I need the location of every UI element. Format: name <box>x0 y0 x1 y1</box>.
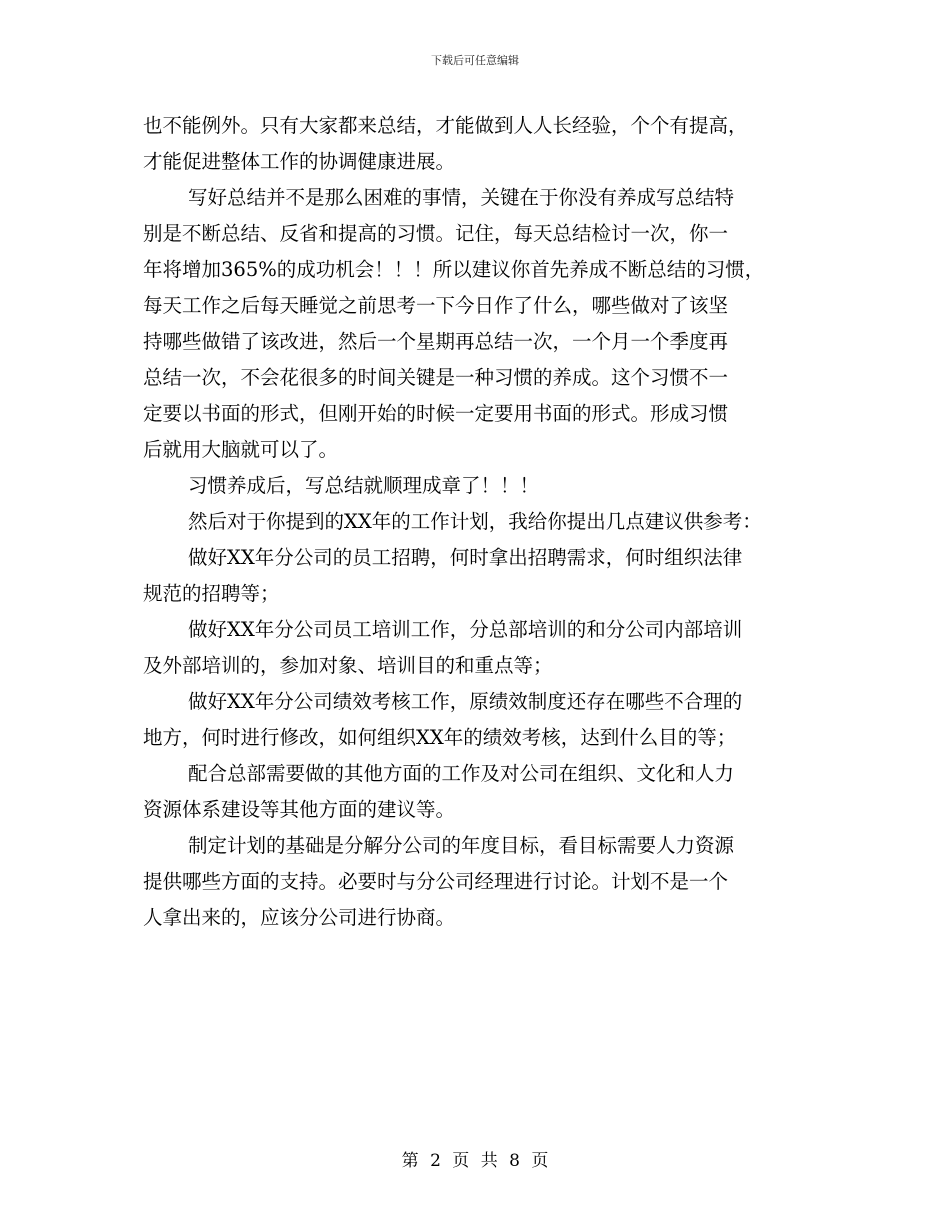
page-header: 下载后可任意编辑 <box>431 54 519 67</box>
text-line: 每天工作之后每天睡觉之前思考一下今日作了什么，哪些做对了该坚 <box>143 294 729 317</box>
text-line: 及外部培训的，参加对象、培训目的和重点等； <box>143 654 553 677</box>
text-line: 总结一次，不会花很多的时间关键是一种习惯的养成。这个习惯不一 <box>143 366 729 389</box>
text-line: 年将增加365%的成功机会！！！所以建议你首先养成不断总结的习惯， <box>143 258 765 281</box>
document-body <box>143 108 803 936</box>
text-line: 才能促进整体工作的协调健康进展。 <box>143 150 456 173</box>
text-line: 资源体系建设等其他方面的建议等。 <box>143 798 456 821</box>
text-line: 也不能例外。只有大家都来总结，才能做到人人长经验，个个有提高， <box>143 114 748 137</box>
text-line: 后就用大脑就可以了。 <box>143 438 339 461</box>
text-line: 别是不断总结、反省和提高的习惯。记住，每天总结检讨一次，你一 <box>143 222 729 245</box>
text-line: 人拿出来的，应该分公司进行协商。 <box>143 906 456 929</box>
text-line: 地方，何时进行修改，如何组织XX年的绩效考核，达到什么目的等； <box>143 726 737 749</box>
paragraph-start-line: 做好XX年分公司员工培训工作，分总部培训的和分公司内部培训 <box>188 618 743 641</box>
text-line: 提供哪些方面的支持。必要时与分公司经理进行讨论。计划不是一个 <box>143 870 729 893</box>
text-line: 定要以书面的形式，但刚开始的时候一定要用书面的形式。形成习惯 <box>143 402 729 425</box>
paragraph-start-line: 然后对于你提到的XX年的工作计划，我给你提出几点建议供参考： <box>188 510 762 533</box>
paragraph-start-line: 习惯养成后，写总结就顺理成章了！！！ <box>188 474 540 497</box>
page-number: 第 2 页 共 8 页 <box>401 1151 549 1171</box>
text-line: 持哪些做错了该改进，然后一个星期再总结一次，一个月一个季度再 <box>143 330 729 353</box>
paragraph-start-line: 制定计划的基础是分解分公司的年度目标，看目标需要人力资源 <box>188 834 735 857</box>
text-line: 规范的招聘等； <box>143 582 280 605</box>
paragraph-start-line: 配合总部需要做的其他方面的工作及对公司在组织、文化和人力 <box>188 762 735 785</box>
paragraph-start-line: 做好XX年分公司绩效考核工作，原绩效制度还存在哪些不合理的 <box>188 690 743 713</box>
paragraph-start-line: 写好总结并不是那么困难的事情，关键在于你没有养成写总结特 <box>188 186 735 209</box>
paragraph-start-line: 做好XX年分公司的员工招聘，何时拿出招聘需求，何时组织法律 <box>188 546 743 569</box>
